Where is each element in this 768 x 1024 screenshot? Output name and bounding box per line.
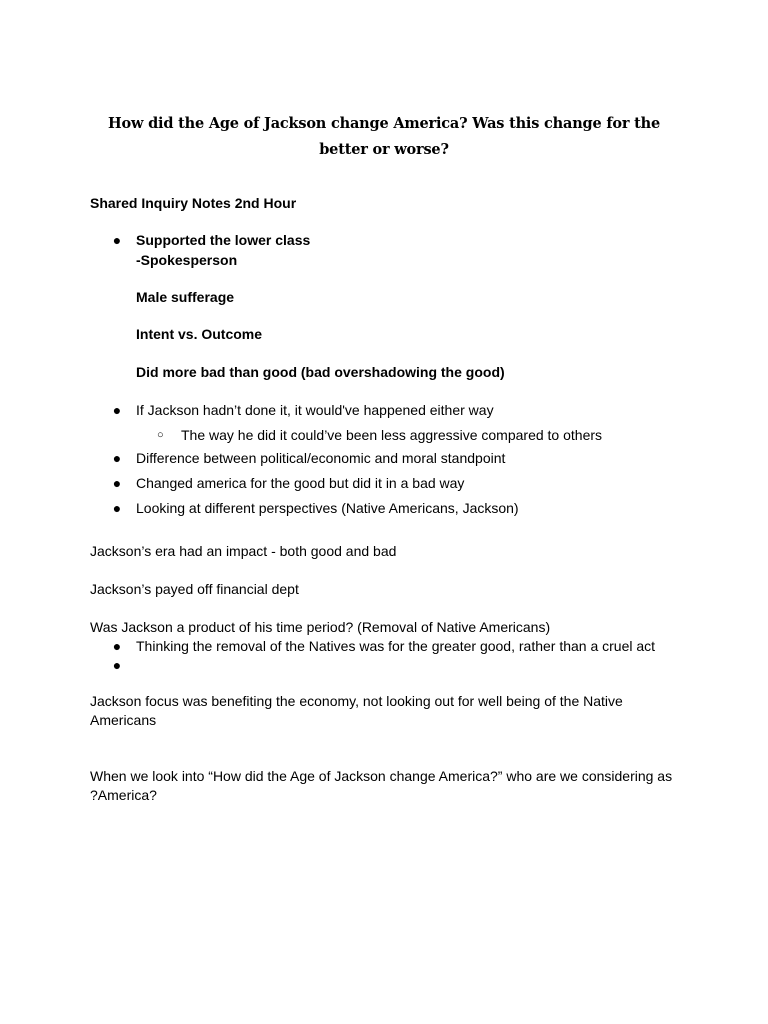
paragraph-3: Was Jackson a product of his time period? (Removal of Native Americans): [90, 619, 551, 635]
bullet-dot: ●: [112, 475, 122, 491]
bullet-dot: ●: [112, 657, 122, 673]
bullet-item-1: If Jackson hadn’t done it, it would've happened either way: [136, 402, 494, 418]
paragraph-4-line-2: Americans: [90, 712, 157, 728]
document-title: How did the Age of Jackson change America? Was this change for the better or worse?: [107, 115, 661, 158]
bullet-dot: ●: [112, 638, 122, 654]
bold-line-1: Supported the lower class: [136, 232, 311, 248]
notes-heading: Shared Inquiry Notes 2nd Hour: [90, 195, 297, 211]
bullet-item-4: Looking at different perspectives (Native Americans, Jackson): [136, 500, 519, 516]
bullet-dot: ●: [112, 232, 122, 248]
bold-line-3: Male sufferage: [136, 289, 235, 305]
para3-bullet-1: Thinking the removal of the Natives was for the greater good, rather than a cruel act: [136, 638, 656, 654]
bullet-dot: ●: [112, 450, 122, 466]
bullet-dot: ●: [112, 402, 122, 418]
sub-bullet-item: The way he did it could’ve been less aggressive compared to others: [181, 427, 603, 443]
paragraph-4-line-1: Jackson focus was benefiting the economy, not looking out for well being of the Native: [90, 693, 623, 709]
paragraph-2: Jackson’s payed off financial dept: [90, 581, 299, 597]
bullet-dot: ●: [112, 500, 122, 516]
sub-bullet-circle: ○: [157, 429, 164, 441]
bold-line-4: Intent vs. Outcome: [136, 326, 263, 342]
bullet-item-3: Changed america for the good but did it in a bad way: [136, 475, 465, 491]
paragraph-5-line-2: ?America?: [90, 787, 157, 803]
paragraph-1: Jackson’s era had an impact - both good and bad: [90, 543, 397, 559]
bold-line-2: -Spokesperson: [136, 252, 238, 268]
bullet-item-2: Difference between political/economic and moral standpoint: [136, 450, 506, 466]
paragraph-5-line-1: When we look into “How did the Age of Jackson change America?” who are we considering as: [90, 768, 673, 784]
bold-line-5: Did more bad than good (bad overshadowing the good): [136, 364, 505, 380]
